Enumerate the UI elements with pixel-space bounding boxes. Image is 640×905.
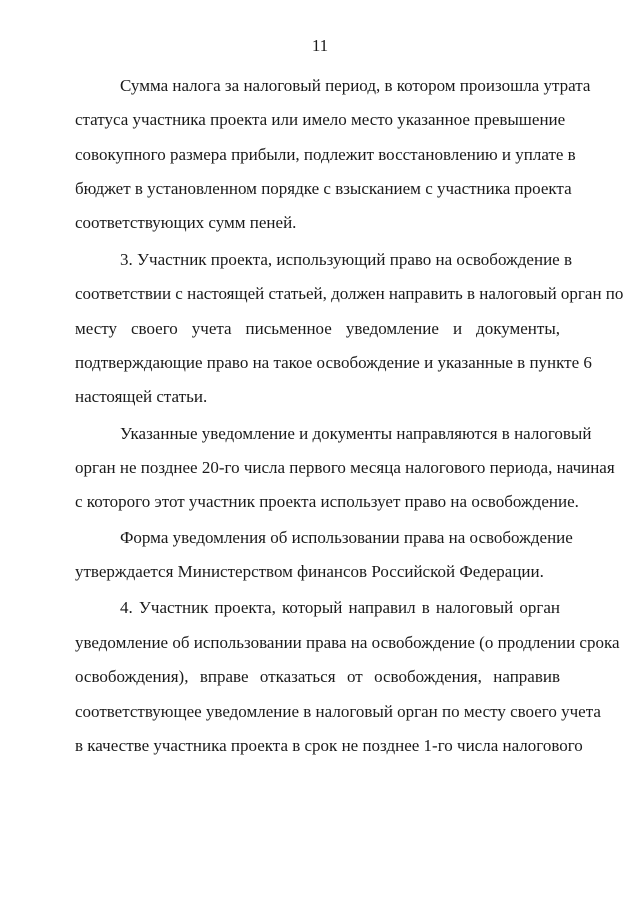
text-line: месту своего учета письменное уведомление и документы, — [75, 319, 560, 338]
text-line: Форма уведомления об использовании права на освобождение — [120, 528, 573, 547]
text-line: соответствующих сумм пеней. — [75, 213, 297, 232]
text-line: настоящей статьи. — [75, 387, 208, 406]
text-line: подтверждающие право на такое освобождение и указанные в пункте 6 — [75, 353, 592, 372]
text-line: утверждается Министерством финансов Российской Федерации. — [75, 562, 544, 581]
text-line: освобождения), вправе отказаться от освобождения, направив — [75, 667, 560, 686]
text-line: совокупного размера прибыли, подлежит восстановлению и уплате в — [75, 145, 576, 164]
text-line: соответствии с настоящей статьей, должен направить в налоговый орган по — [75, 284, 624, 303]
text-line: Сумма налога за налоговый период, в котором произошла утрата — [120, 76, 591, 95]
text-line: уведомление об использовании права на освобождение (о продлении срока — [75, 633, 620, 652]
text-line: бюджет в установленном порядке с взысканием с участника проекта — [75, 179, 572, 198]
text-line: орган не позднее 20-го числа первого месяца налогового периода, начиная — [75, 458, 615, 477]
text-line: 4. Участник проекта, который направил в налоговый орган — [120, 598, 560, 617]
text-line: Указанные уведомление и документы направляются в налоговый — [120, 424, 592, 443]
page-number: 11 — [311, 36, 329, 55]
text-line: с которого этот участник проекта использует право на освобождение. — [75, 492, 579, 511]
text-line: в качестве участника проекта в срок не позднее 1-го числа налогового — [75, 736, 583, 755]
text-line: статуса участника проекта или имело место указанное превышение — [75, 110, 566, 129]
text-line: 3. Участник проекта, использующий право на освобождение в — [120, 250, 572, 269]
text-line: соответствующее уведомление в налоговый орган по месту своего учета — [75, 702, 601, 721]
